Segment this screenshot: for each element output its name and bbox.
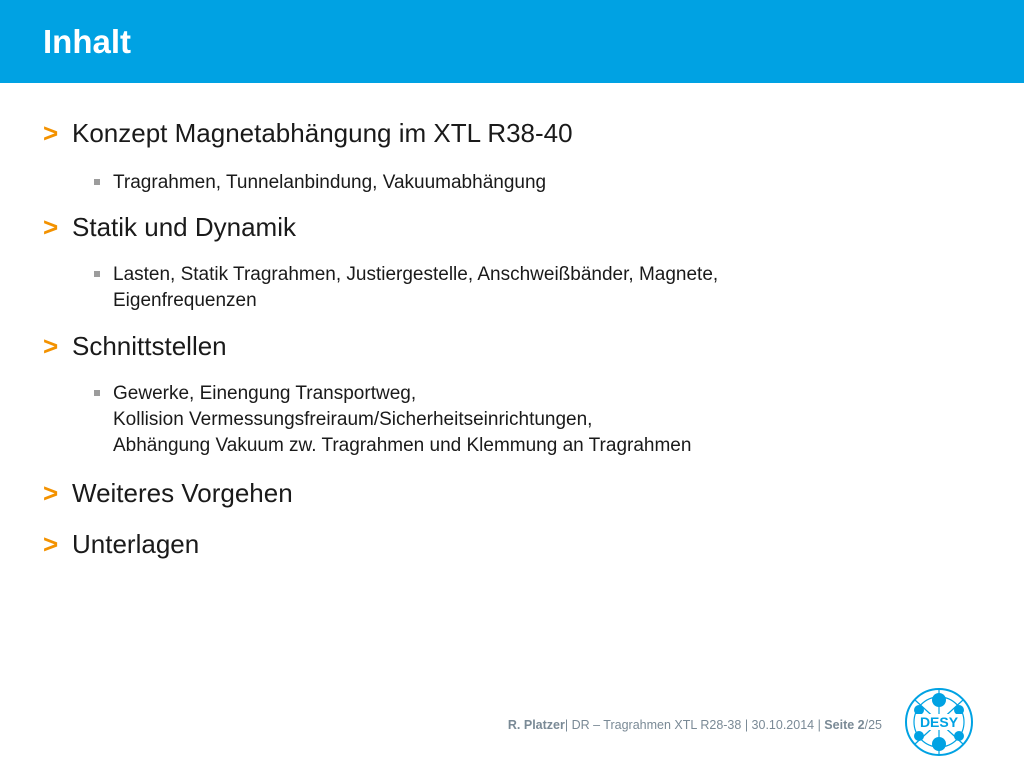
- sub-item-2-1: [113, 262, 718, 314]
- square-bullet-icon: [94, 179, 100, 185]
- sub-item-text: Eigenfrequenzen: [113, 290, 257, 311]
- outline-item-5: [43, 528, 199, 560]
- square-bullet-icon: [94, 271, 100, 277]
- footer-author: R. Platzer: [507, 718, 565, 732]
- outline-item-label: Unterlagen: [72, 529, 200, 559]
- arrow-bullet-icon: >: [43, 529, 59, 559]
- slide-footer: [0, 718, 882, 732]
- footer-page-number: Seite 2: [820, 718, 865, 732]
- outline-item-3: [43, 330, 227, 362]
- sub-item-text: Gewerke, Einengung Transportweg,: [113, 383, 417, 404]
- footer-page-total: /25: [864, 718, 882, 732]
- outline-item-4: [43, 477, 293, 509]
- arrow-bullet-icon: >: [43, 478, 59, 508]
- logo-text: DESY: [919, 714, 959, 730]
- outline-item-1: [43, 117, 573, 149]
- slide-title: Inhalt: [43, 23, 131, 60]
- desy-logo-icon: [903, 686, 975, 758]
- outline-item-2: [43, 211, 296, 243]
- outline-item-label: Statik und Dynamik: [72, 212, 296, 242]
- arrow-bullet-icon: >: [43, 118, 59, 148]
- footer-subject: DR – Tragrahmen XTL R28-38: [568, 718, 745, 732]
- arrow-bullet-icon: >: [43, 331, 59, 361]
- footer-separator: |: [744, 718, 749, 732]
- outline-item-label: Konzept Magnetabhängung im XTL R38-40: [72, 118, 573, 148]
- sub-item-3-1: [113, 381, 691, 459]
- footer-date: 30.10.2014: [748, 718, 818, 732]
- footer-separator: |: [564, 718, 569, 732]
- square-bullet-icon: [94, 390, 100, 396]
- sub-item-text: Abhängung Vakuum zw. Tragrahmen und Klemmung an Tragrahmen: [113, 435, 692, 456]
- outline-item-label: Schnittstellen: [72, 331, 227, 361]
- sub-item-1-1: [113, 170, 546, 196]
- outline-item-label: Weiteres Vorgehen: [72, 478, 293, 508]
- sub-item-text: Tragrahmen, Tunnelanbindung, Vakuumabhängung: [113, 172, 547, 193]
- sub-item-text: Kollision Vermessungsfreiraum/Sicherheitseinrichtungen,: [113, 409, 593, 430]
- sub-item-text: Lasten, Statik Tragrahmen, Justiergestelle, Anschweißbänder, Magnete,: [113, 264, 719, 285]
- header-bar: [0, 0, 1024, 83]
- arrow-bullet-icon: >: [43, 212, 59, 242]
- footer-separator: |: [817, 718, 821, 732]
